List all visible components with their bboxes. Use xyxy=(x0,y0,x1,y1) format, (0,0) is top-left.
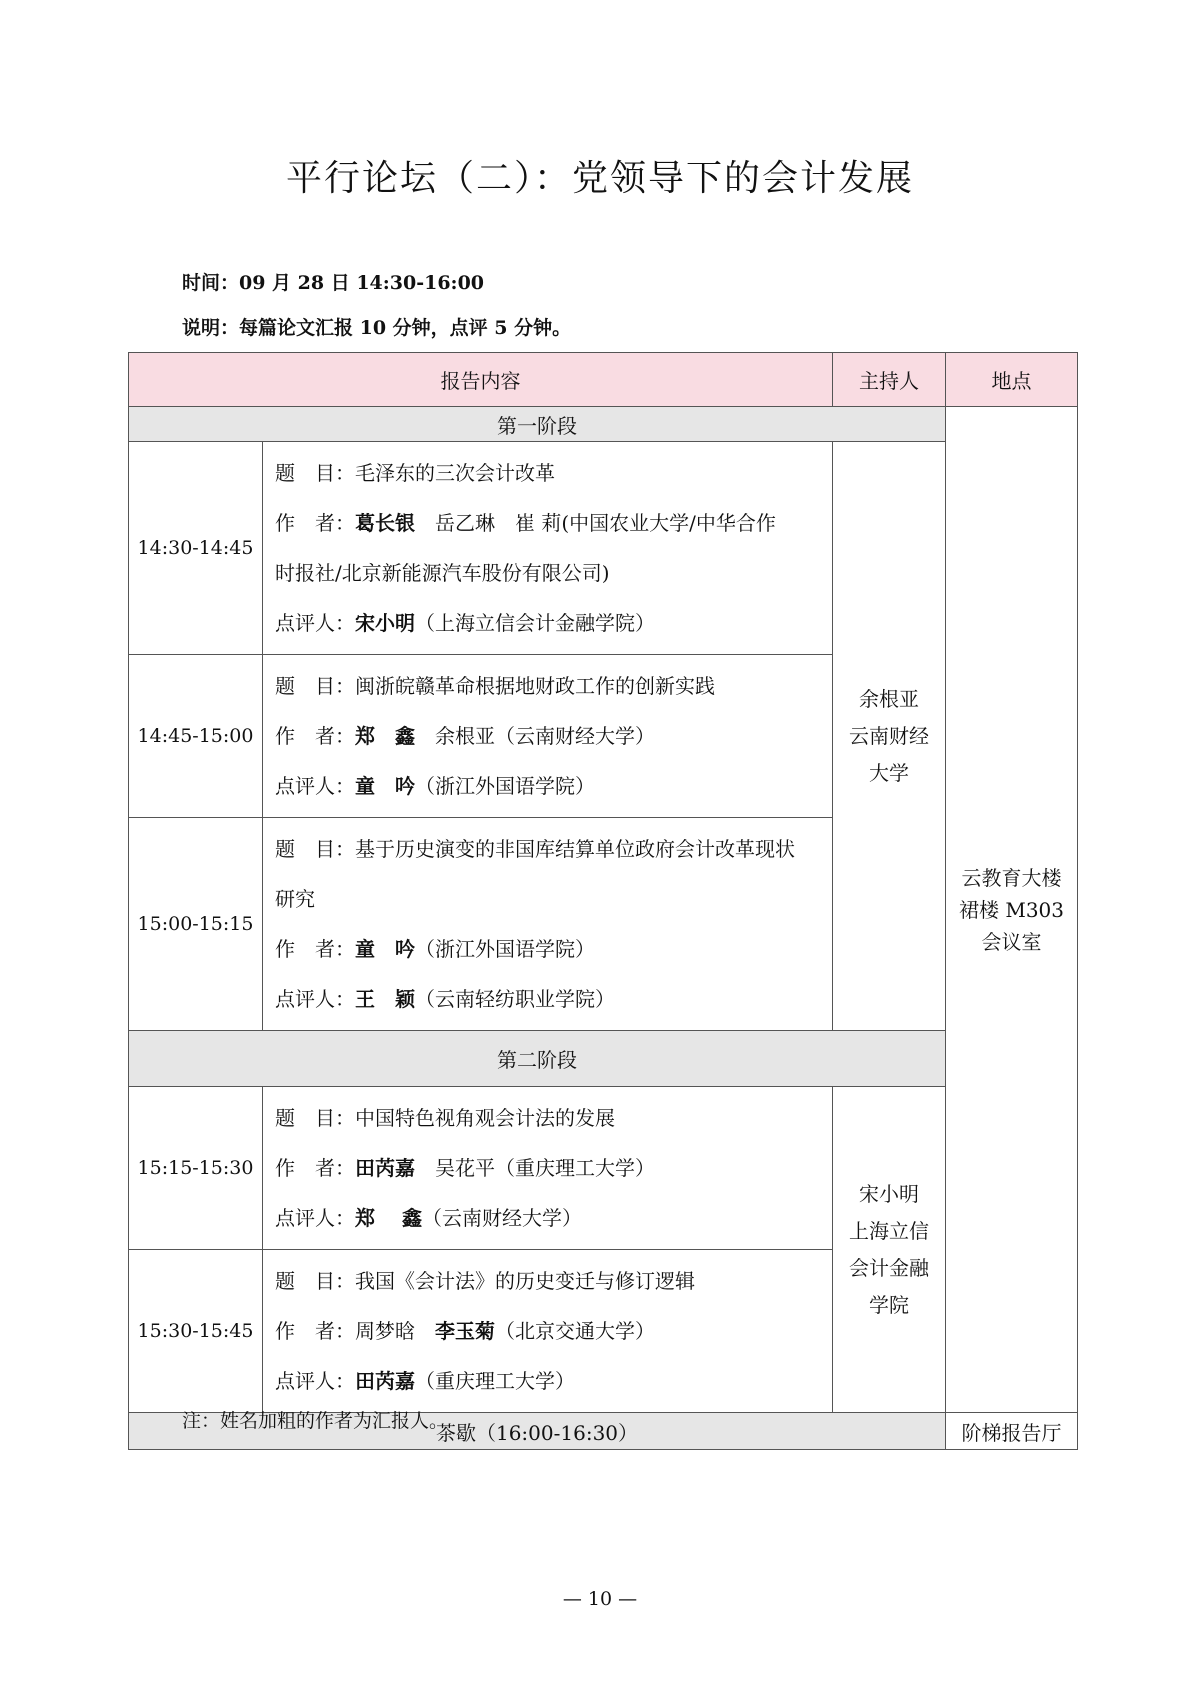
session-content: 题 目：毛泽东的三次会计改革 作 者：葛长银 岳乙琳 崔 莉(中国农业大学/中华合作 时报社/北京新能源汽车股份有限公司) 点评人：宋小明（上海立信会计金融学院） xyxy=(263,442,833,655)
break-venue: 阶梯报告厅 xyxy=(946,1413,1078,1450)
stage-row xyxy=(129,1031,1078,1087)
note-info: 说明：每篇论文汇报 10 分钟，点评 5 分钟。 xyxy=(182,317,572,339)
header-venue: 地点 xyxy=(946,353,1078,407)
stage-row xyxy=(129,407,1078,442)
table-row xyxy=(129,442,1078,655)
break-label: 茶歇（16:00-16:30） xyxy=(129,1413,946,1450)
session-content: 题 目：我国《会计法》的历史变迁与修订逻辑 作 者：周梦晗 李玉菊（北京交通大学） 点评人：田芮嘉（重庆理工大学） xyxy=(263,1250,833,1413)
session-time: 14:45-15:00 xyxy=(129,655,263,818)
table-row xyxy=(129,1087,1078,1250)
venue-main: 云教育大楼 裙楼 M303 会议室 xyxy=(946,407,1078,1413)
session-content: 题 目：基于历史演变的非国库结算单位政府会计改革现状 研究 作 者：童 吟（浙江外国语学院） 点评人：王 颖（云南轻纺职业学院） xyxy=(263,818,833,1031)
time-info: 时间：09 月 28 日 14:30-16:00 xyxy=(182,272,485,294)
session-time: 15:30-15:45 xyxy=(129,1250,263,1413)
host-stage2: 宋小明 上海立信 会计金融 学院 xyxy=(833,1087,946,1413)
session-time: 14:30-14:45 xyxy=(129,442,263,655)
page-title: 平行论坛（二）：党领导下的会计发展 xyxy=(285,158,914,199)
stage-label: 第二阶段 xyxy=(129,1031,946,1087)
header-host: 主持人 xyxy=(833,353,946,407)
session-time: 15:00-15:15 xyxy=(129,818,263,1031)
header-content: 报告内容 xyxy=(129,353,833,407)
session-content: 题 目：中国特色视角观会计法的发展 作 者：田芮嘉 吴花平（重庆理工大学） 点评人：郑 鑫（云南财经大学） xyxy=(263,1087,833,1250)
stage-label: 第一阶段 xyxy=(129,407,946,442)
footnote: 注：姓名加粗的作者为汇报人。 xyxy=(182,1410,449,1432)
schedule-table xyxy=(128,352,1078,1450)
host-stage1: 余根亚 云南财经 大学 xyxy=(833,442,946,1031)
session-time: 15:15-15:30 xyxy=(129,1087,263,1250)
session-content: 题 目：闽浙皖赣革命根据地财政工作的创新实践 作 者：郑 鑫 余根亚（云南财经大学） 点评人：童 吟（浙江外国语学院） xyxy=(263,655,833,818)
page-number: — 10 — xyxy=(562,1588,638,1610)
header-row xyxy=(129,353,1078,407)
